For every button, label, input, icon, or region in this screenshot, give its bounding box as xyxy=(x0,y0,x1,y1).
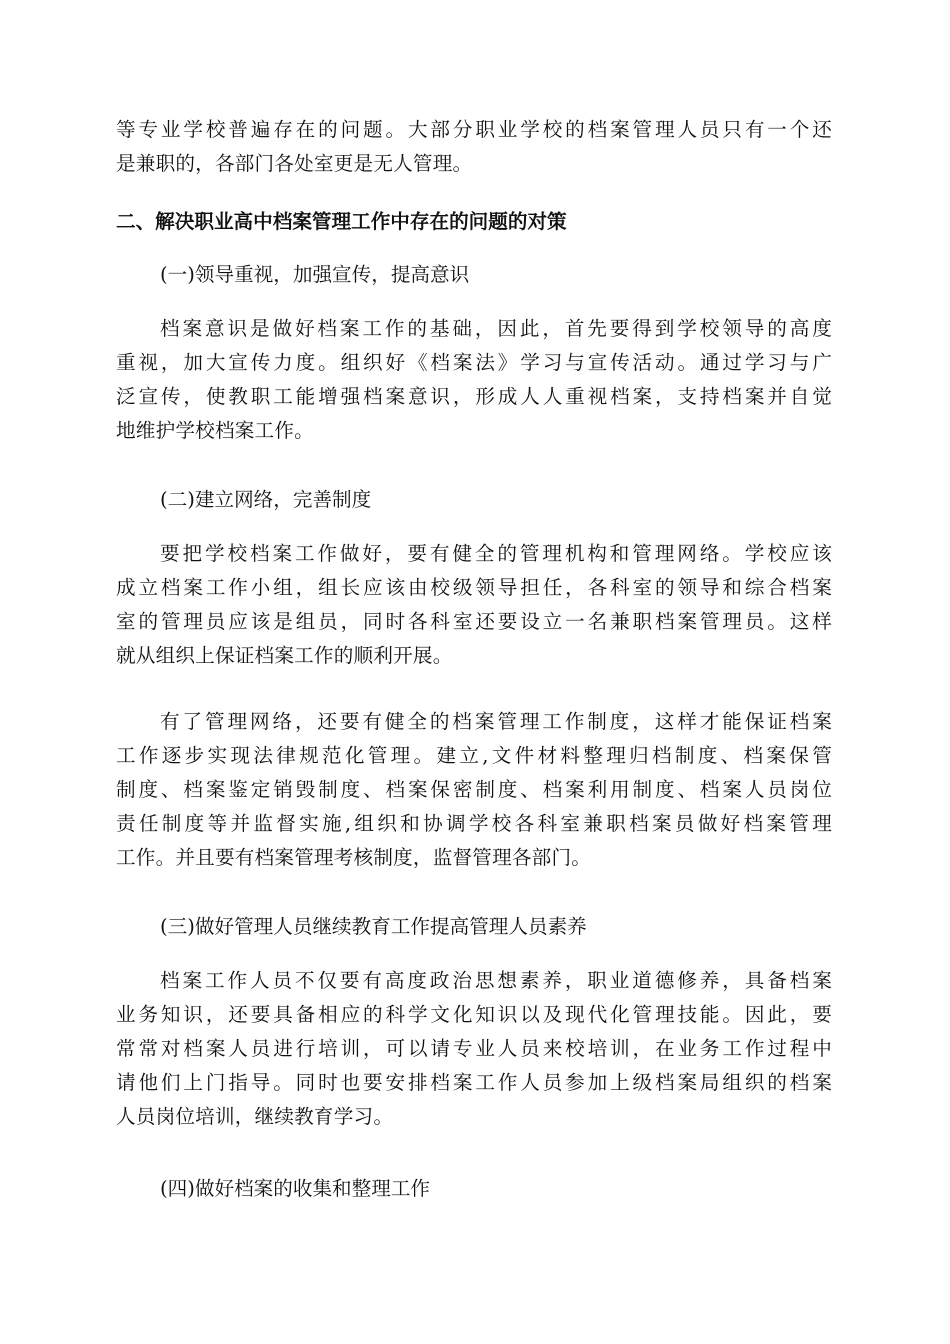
text-line: 就从组织上保证档案工作的顺利开展。 xyxy=(116,644,453,667)
text-line: 地维护学校档案工作。 xyxy=(116,419,314,442)
text-line: 档案意识是做好档案工作的基础，因此，首先要得到学校领导的高度 xyxy=(160,317,832,340)
text-line: 人员岗位培训，继续教育学习。 xyxy=(116,1105,394,1128)
text-line: 是兼职的，各部门各处室更是无人管理。 xyxy=(116,152,473,175)
subsection-title-3: (三)做好管理人员继续教育工作提高管理人员素养 xyxy=(160,915,587,938)
paragraph-3 xyxy=(116,705,832,875)
text-line: 工作。并且要有档案管理考核制度，监督管理各部门。 xyxy=(116,846,592,869)
text-line: 常常对档案人员进行培训，可以请专业人员来校培训，在业务工作过程中 xyxy=(116,1037,832,1060)
subsection-title-4: (四)做好档案的收集和整理工作 xyxy=(160,1177,431,1200)
text-line: 业务知识，还要具备相应的科学文化知识以及现代化管理技能。因此，要 xyxy=(116,1003,832,1026)
text-line: 要把学校档案工作做好，要有健全的管理机构和管理网络。学校应该 xyxy=(160,542,832,565)
text-line: 等专业学校普遍存在的问题。大部分职业学校的档案管理人员只有一个还 xyxy=(116,118,832,141)
text-line: 有了管理网络，还要有健全的档案管理工作制度，这样才能保证档案 xyxy=(160,710,832,733)
paragraph-4 xyxy=(116,964,832,1134)
text-line: 室的管理员应该是组员，同时各科室还要设立一名兼职档案管理员。这样 xyxy=(116,610,832,633)
paragraph-1 xyxy=(116,312,832,448)
text-line: 泛宣传，使教职工能增强档案意识，形成人人重视档案，支持档案并自觉 xyxy=(116,385,832,408)
text-line: 重视，加大宣传力度。组织好《档案法》学习与宣传活动。通过学习与广 xyxy=(116,351,832,374)
text-line: 档案工作人员不仅要有高度政治思想素养，职业道德修养，具备档案 xyxy=(160,969,832,992)
subsection-title-2: (二)建立网络，完善制度 xyxy=(160,488,372,511)
text-line: 责任制度等并监督实施,组织和协调学校各科室兼职档案员做好档案管理 xyxy=(116,812,832,835)
paragraph-2 xyxy=(116,537,832,673)
section-heading: 二、解决职业高中档案管理工作中存在的问题的对策 xyxy=(116,210,567,233)
subsection-title-1: (一)领导重视，加强宣传，提高意识 xyxy=(160,263,470,286)
text-line: 成立档案工作小组，组长应该由校级领导担任，各科室的领导和综合档案 xyxy=(116,576,832,599)
text-line: 请他们上门指导。同时也要安排档案工作人员参加上级档案局组织的档案 xyxy=(116,1071,832,1094)
text-line: 工作逐步实现法律规范化管理。建立,文件材料整理归档制度、档案保管 xyxy=(116,744,832,767)
paragraph-intro xyxy=(116,113,832,181)
text-line: 制度、档案鉴定销毁制度、档案保密制度、档案利用制度、档案人员岗位 xyxy=(116,778,832,801)
